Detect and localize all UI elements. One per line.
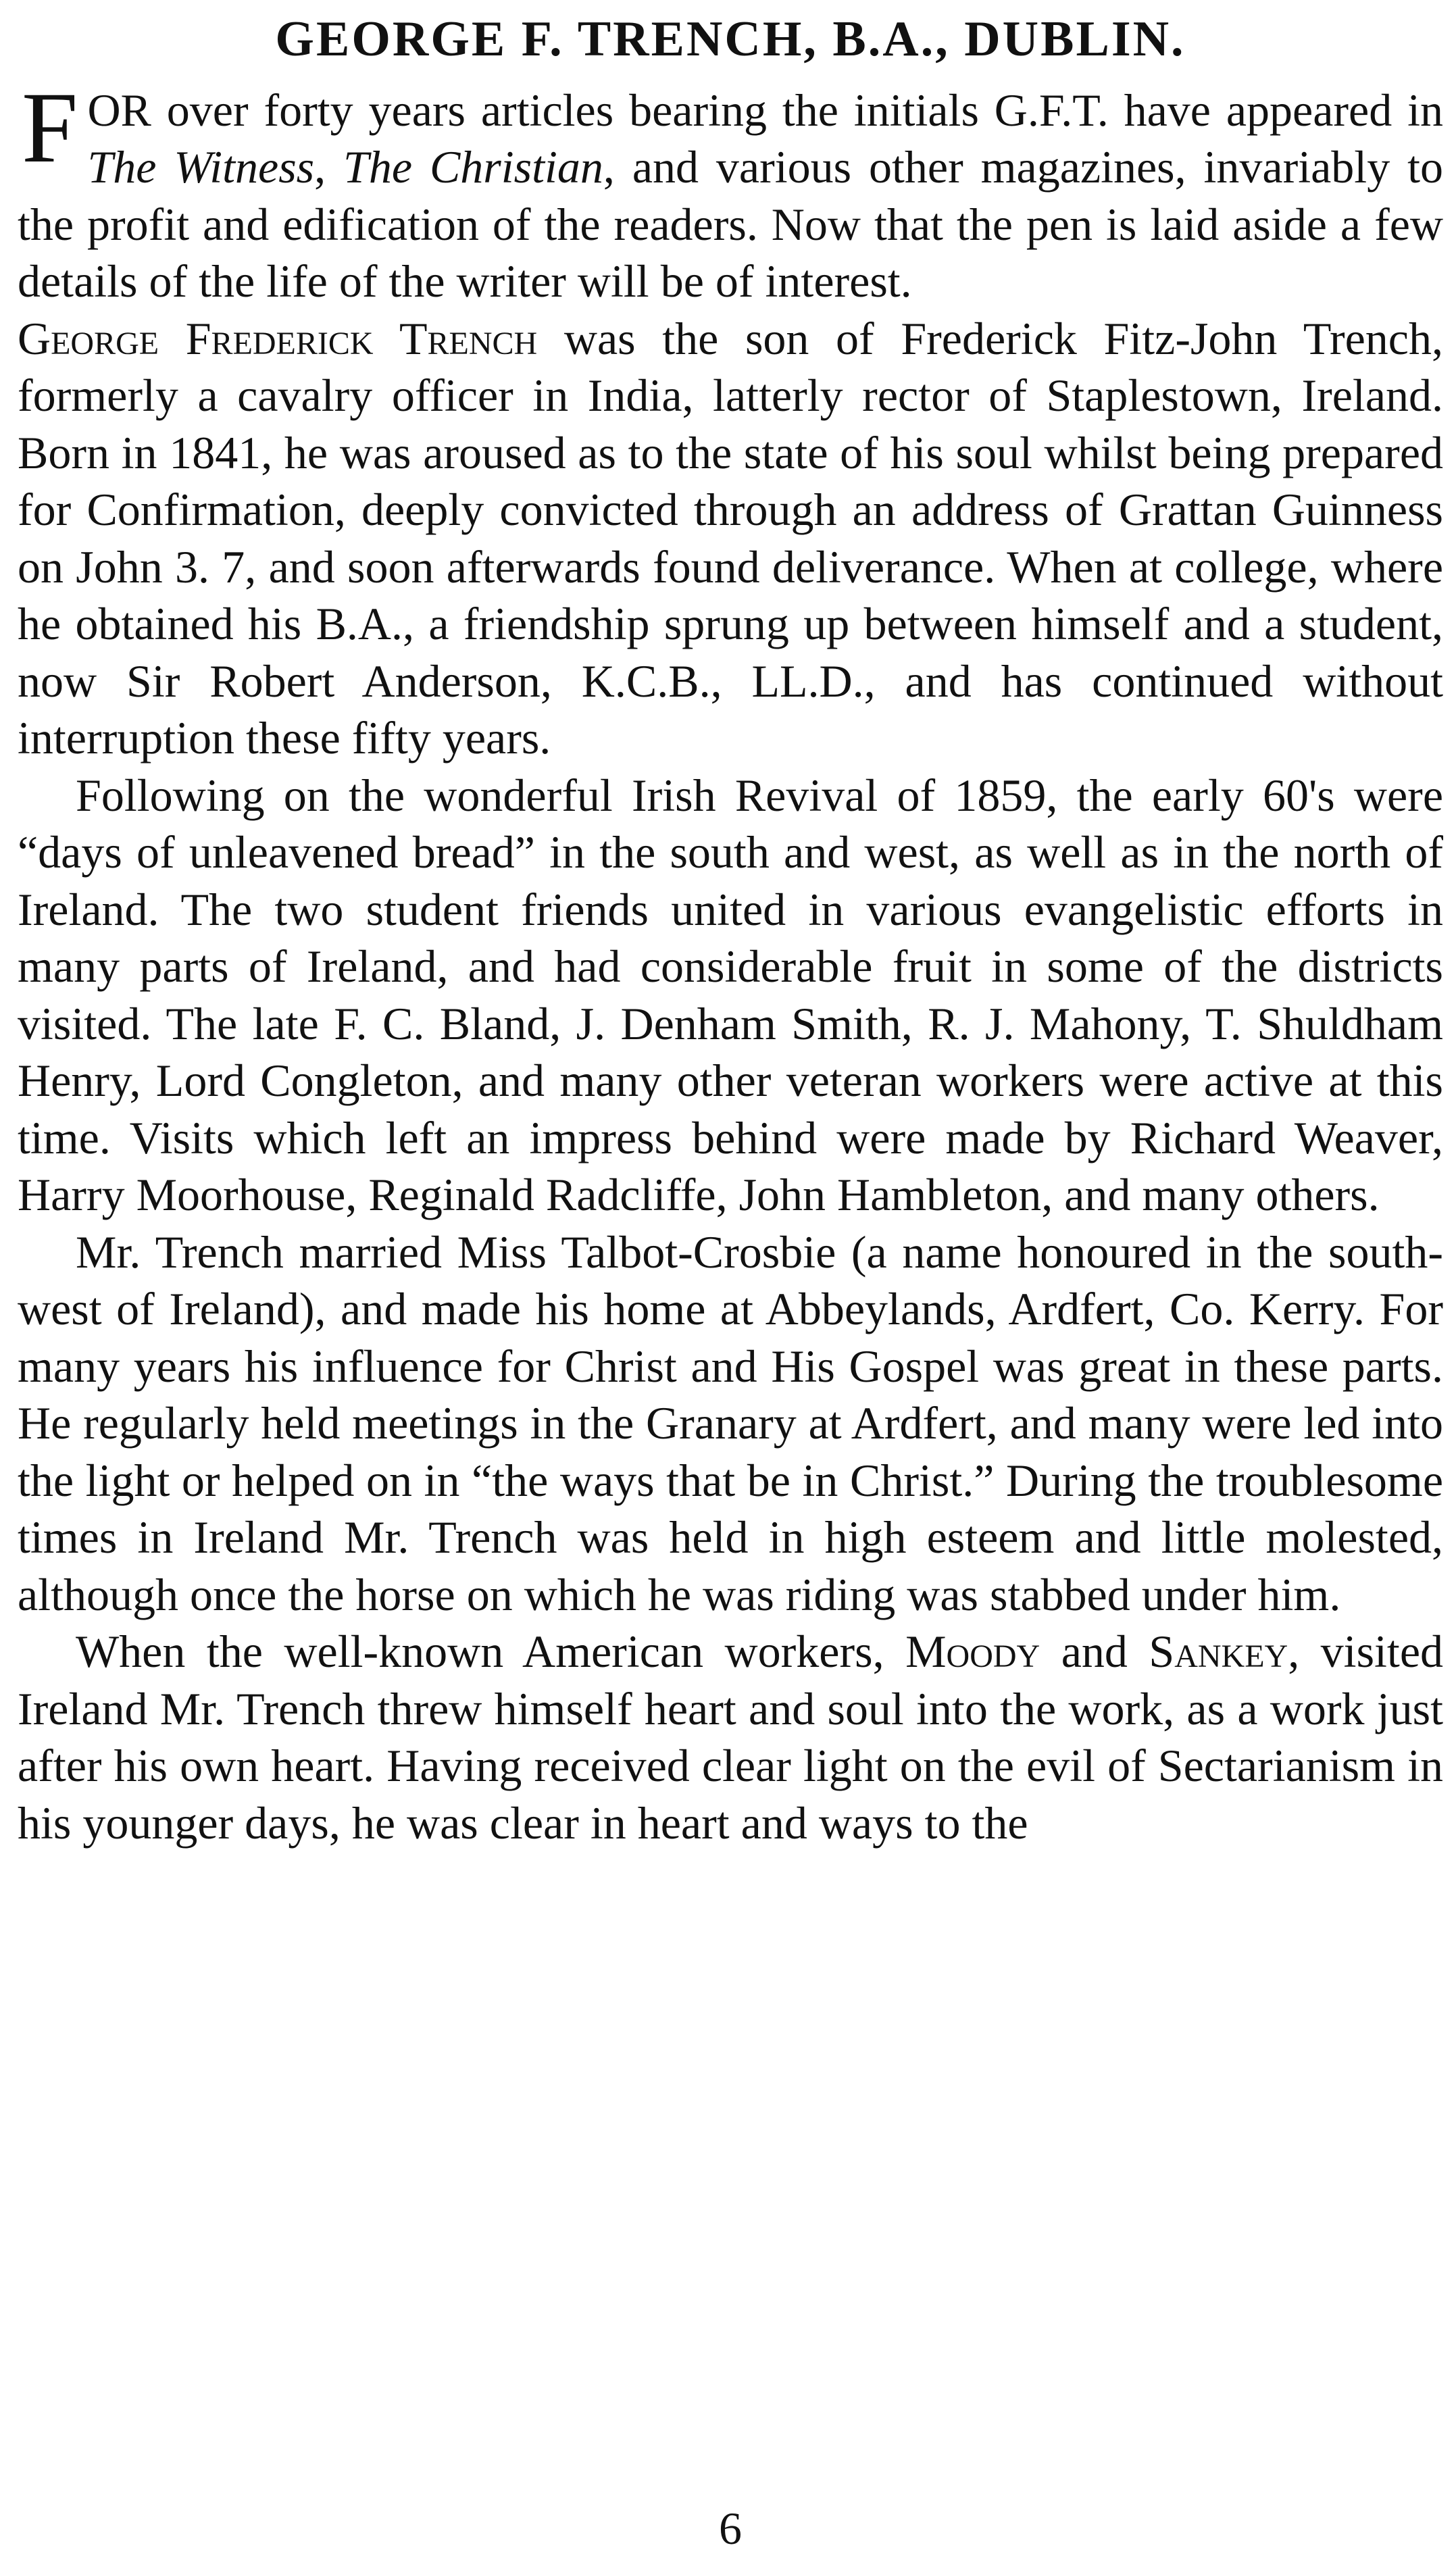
- moody-text-3: , visited Ireland Mr. Trench threw himself heart and soul into the work, as a work just after his own heart. Having received clear light on the evil of Sectarianism in his younger days, he was clear in heart and ways to the: [18, 1626, 1443, 1849]
- publication-witness: The Witness: [87, 141, 315, 193]
- moody-text-2: and: [1040, 1626, 1149, 1678]
- paragraph-moody-sankey: [18, 1623, 1443, 1851]
- biography-text: was the son of Frederick Fitz-John Trench, formerly a cavalry officer in India, latterly rector of Staplestown, Ireland. Born in 1841, he was aroused as to the state of his soul whilst being prepared for Confirmation, deeply convicted through an address of Grattan Guinness on John 3. 7, and soon afterwards found deliverance. When at college, where he obtained his B.A., a friendship sprung up between himself and a student, now Sir Robert Anderson, K.C.B., LL.D., and has continued without interruption these fifty years.: [18, 312, 1443, 764]
- paragraph-revival: Following on the wonderful Irish Revival of 1859, the early 60's were “days of unleavened bread” in the south and west, as well as in the north of Ireland. The two student friends united in various evangelistic efforts in many parts of Ireland, and had considerable fruit in some of the districts visited. The late F. C. Bland, J. Denham Smith, R. J. Mahony, T. Shuldham Henry, Lord Congleton, and many other veteran workers were active at this time. Visits which left an impress behind were made by Richard Weaver, Harry Moorhouse, Reginald Radcliffe, John Hambleton, and many others.: [18, 769, 1443, 1221]
- paragraph-intro: [18, 71, 1443, 310]
- paragraph-marriage: Mr. Trench married Miss Talbot-Crosbie (a name honoured in the south-west of Ireland), and made his home at Abbeylands, Ardfert, Co. Kerry. For many years his influence for Christ and His Gospel was great in these parts. He regularly held meetings in the Granary at Ardfert, and many were led into the light or helped on in “the ways that be in Christ.” During the troublesome times in Ireland Mr. Trench was held in high esteem and little molested, although once the horse on which he was riding was stabbed under him.: [18, 1226, 1443, 1620]
- article-title: GEORGE F. TRENCH, B.A., DUBLIN.: [275, 11, 1186, 67]
- publication-christian: The Christian: [343, 141, 603, 193]
- paragraph-biography: [18, 310, 1443, 767]
- intro-text-3: , and various other magazines, invariably to the profit and edification of the readers. Now that the pen is laid aside a few details of the life of the writer will be of interest.: [18, 141, 1443, 307]
- name-sankey: Sankey: [1149, 1626, 1288, 1678]
- drop-cap: F: [22, 71, 78, 184]
- name-moody: Moody: [905, 1626, 1040, 1678]
- intro-text-1: OR over forty years articles bearing the initials G.F.T. have appeared in: [87, 84, 1443, 136]
- document-page: [18, 0, 1443, 2554]
- intro-text-2: ,: [314, 141, 344, 193]
- moody-text-1: When the well-known American workers,: [76, 1626, 906, 1678]
- subject-name: George Frederick Trench: [18, 312, 538, 364]
- page-number: 6: [719, 2503, 742, 2554]
